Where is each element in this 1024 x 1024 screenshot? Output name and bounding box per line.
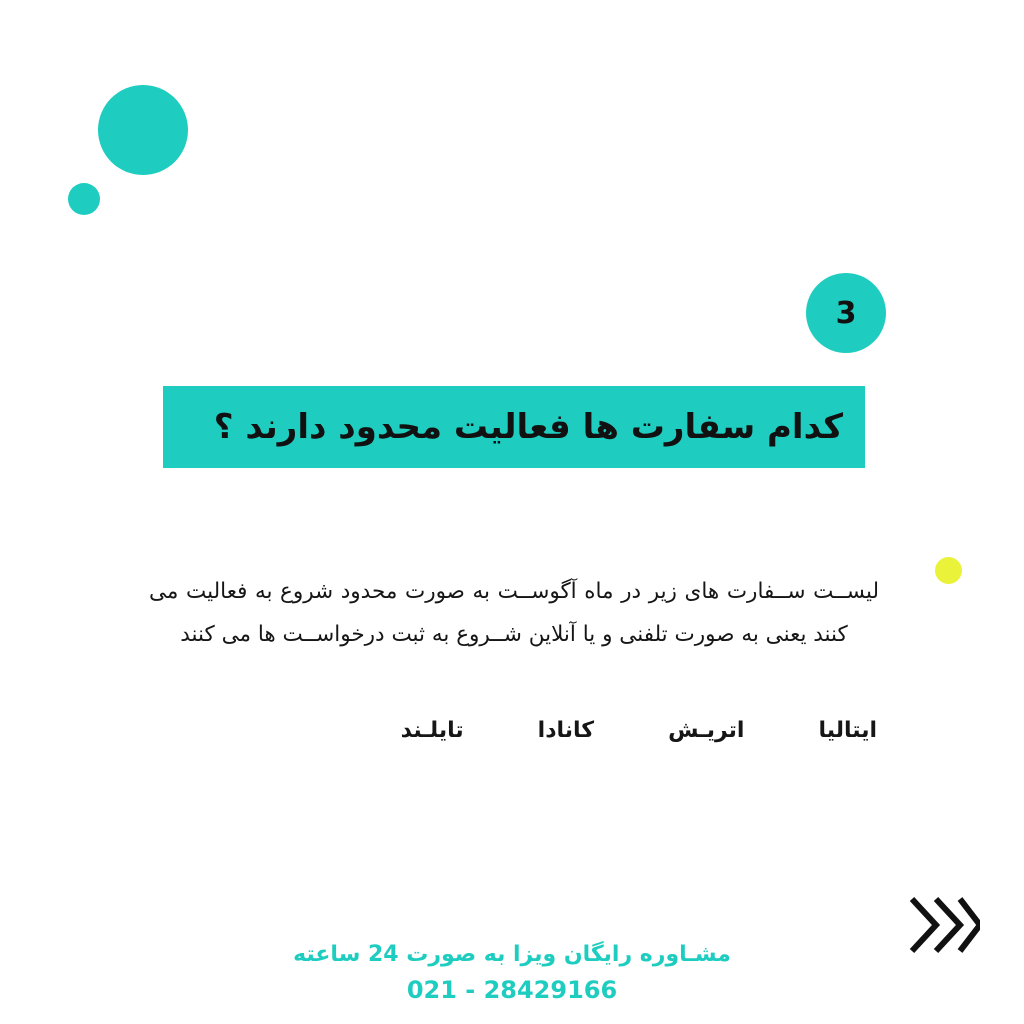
slide-number-badge: 3 [806, 273, 886, 353]
decorative-circle-large [98, 85, 188, 175]
footer [0, 938, 1024, 1009]
title-banner [163, 386, 865, 468]
country-list [149, 718, 879, 743]
list-item: تایلـند [400, 718, 464, 743]
body-paragraph: لیســت ســفارت های زیر در ماه آگوســت به صورت محدود شروع به فعالیت می کنند یعنی به صورت تلفنی و یا آنلاین شــروع به ثبت درخواســت ها می کنند [149, 578, 879, 647]
page-title: کدام سفارت ها فعالیت محدود دارند ؟ [213, 407, 843, 447]
list-item: کانادا [537, 718, 595, 743]
list-item: اتریـش [668, 718, 745, 743]
footer-tagline: مشـاوره رایگان ویزا به صورت 24 ساعته [293, 942, 731, 967]
decorative-circle-small [68, 183, 100, 215]
bullet-dot-icon [935, 557, 962, 584]
list-item: ایتالیا [818, 718, 877, 743]
footer-phone: 021 - 28429166 [406, 976, 618, 1004]
